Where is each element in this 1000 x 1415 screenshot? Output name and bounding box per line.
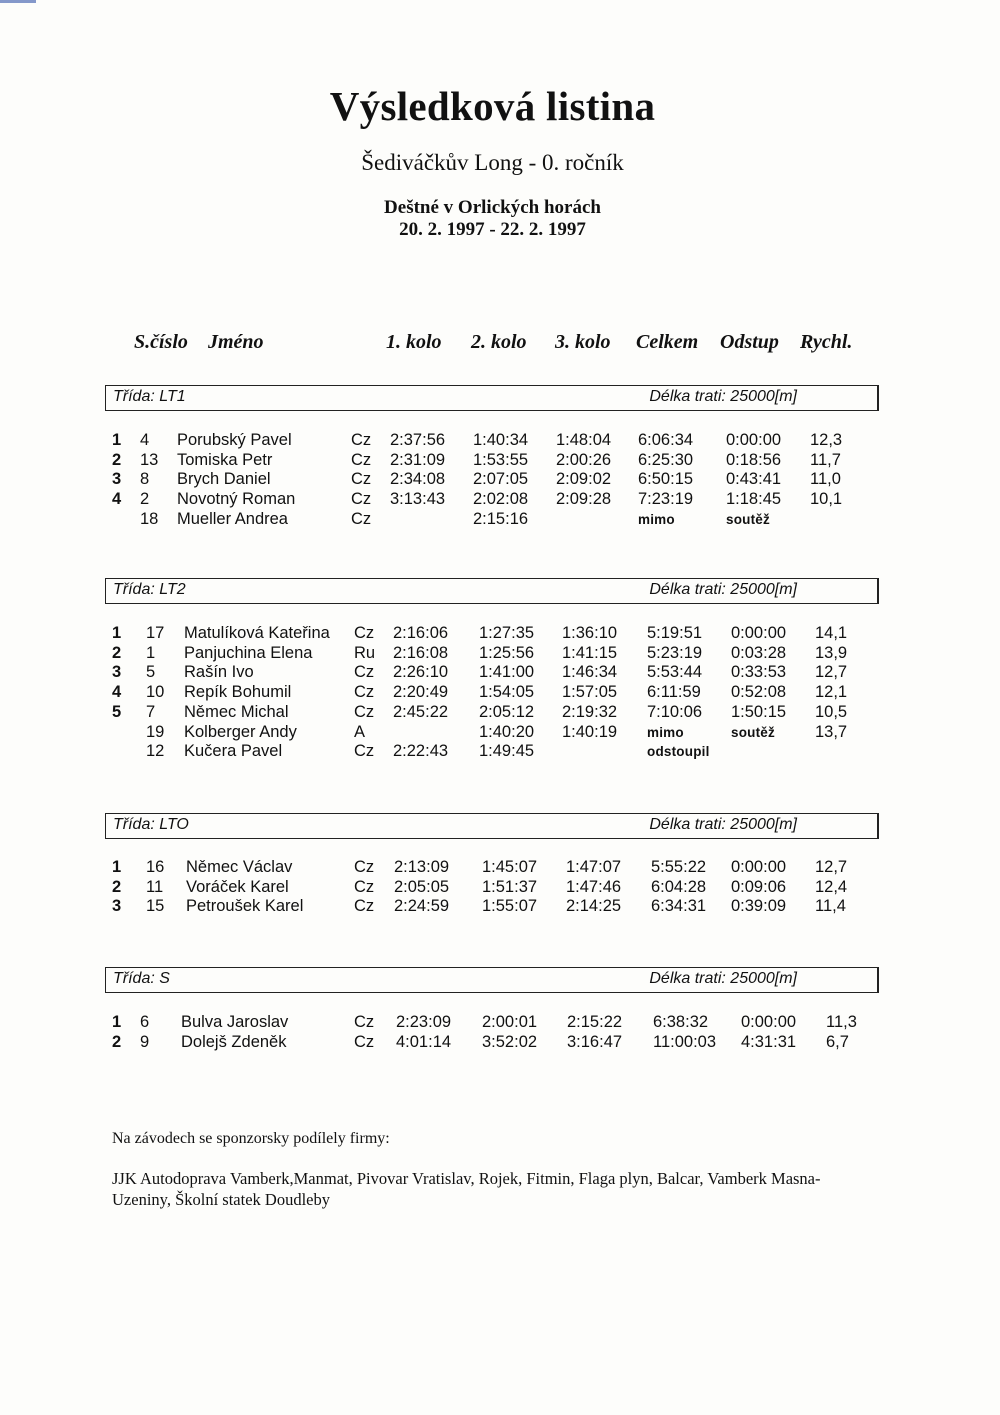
event-subtitle: Šediváčkův Long - 0. ročník [361, 150, 624, 175]
cell-r1: 2:22:43 [393, 742, 449, 761]
result-row [0, 663, 1000, 683]
cell-num: 16 [146, 858, 165, 876]
cell-r3: 2:09:02 [556, 470, 612, 489]
cell-nat: Cz [354, 1013, 375, 1031]
result-row [0, 742, 1000, 762]
sponsors-label: Na závodech se sponzorsky podílely firmy: [112, 1130, 390, 1147]
cell-nat: Cz [354, 897, 375, 916]
cell-name: Němec Václav [186, 858, 293, 876]
class-header-box [105, 967, 879, 993]
cell-speed: 14,1 [815, 624, 848, 642]
cell-speed: 11,4 [815, 897, 846, 916]
cell-speed: 13,7 [815, 722, 848, 741]
col-head-total: Celkem [636, 331, 699, 353]
cell-gap: 0:00:00 [741, 1013, 797, 1031]
cell-name: Kolberger Andy [184, 722, 297, 741]
result-row [0, 878, 1000, 898]
cell-name: Porubský Pavel [177, 431, 292, 449]
cell-gap: 1:50:15 [731, 702, 787, 721]
cell-gap: 0:03:28 [731, 643, 787, 662]
cell-nat: Cz [354, 683, 375, 702]
cell-r3: 2:15:22 [567, 1013, 623, 1031]
cell-name: Tomiska Petr [177, 450, 273, 469]
cell-place: 1 [112, 431, 122, 449]
cell-place: 5 [112, 702, 122, 721]
cell-num: 19 [146, 722, 165, 741]
cell-num: 11 [146, 877, 164, 896]
cell-total: 7:10:06 [647, 702, 703, 721]
cell-nat: Cz [354, 877, 375, 896]
cell-gap: 4:31:31 [741, 1032, 797, 1051]
cell-gap: 0:00:00 [731, 858, 787, 876]
col-head-round2: 2. kolo [471, 331, 527, 353]
cell-r2: 1:45:07 [482, 858, 538, 876]
cell-name: Němec Michal [184, 702, 289, 721]
cell-num: 1 [146, 643, 156, 662]
cell-nat: Cz [354, 663, 375, 682]
result-row [0, 490, 1000, 510]
cell-gap: 1:18:45 [726, 490, 782, 509]
cell-speed: 11,7 [810, 450, 841, 469]
cell-total: 5:55:22 [651, 858, 707, 876]
class-track-length: Délka trati: 25000[m] [649, 388, 797, 405]
result-row [0, 1013, 1000, 1033]
cell-speed: 12,1 [815, 683, 848, 702]
cell-total: 6:34:31 [651, 897, 707, 916]
cell-r2: 1:49:45 [479, 742, 535, 761]
class-track-length: Délka trati: 25000[m] [649, 581, 797, 598]
cell-name: Mueller Andrea [177, 509, 288, 528]
cell-num: 8 [140, 470, 150, 489]
cell-gap: 0:52:08 [731, 683, 787, 702]
cell-nat: Cz [351, 450, 372, 469]
cell-speed: 10,1 [810, 490, 843, 509]
cell-r2: 2:15:16 [473, 509, 529, 528]
cell-num: 10 [146, 683, 165, 702]
cell-name: Brych Daniel [177, 470, 271, 489]
cell-r2: 1:25:56 [479, 643, 535, 662]
result-row [0, 683, 1000, 703]
cell-nat: Cz [351, 509, 372, 528]
cell-nat: Ru [354, 643, 376, 662]
cell-speed: 11,0 [810, 470, 841, 489]
class-track-length: Délka trati: 25000[m] [649, 970, 797, 987]
cell-num: 6 [140, 1013, 150, 1031]
result-row [0, 470, 1000, 490]
cell-nat: Cz [354, 624, 375, 642]
cell-r1: 2:37:56 [390, 431, 446, 449]
cell-total: 6:50:15 [638, 470, 694, 489]
cell-r2: 1:41:00 [479, 663, 535, 682]
cell-total: 5:19:51 [647, 624, 703, 642]
result-row [0, 703, 1000, 723]
cell-name: Matulíková Kateřina [184, 624, 330, 642]
cell-r1: 2:24:59 [394, 897, 450, 916]
cell-r3: 3:16:47 [567, 1032, 623, 1051]
cell-num: 4 [140, 431, 150, 449]
cell-total: mimo [647, 724, 684, 740]
result-row [0, 858, 1000, 878]
cell-speed: 13,9 [815, 643, 848, 662]
cell-r3: 1:47:07 [566, 858, 622, 876]
cell-total: 11:00:03 [653, 1032, 717, 1051]
cell-r3: 1:46:34 [562, 663, 618, 682]
col-head-round1: 1. kolo [386, 331, 442, 353]
cell-r2: 2:00:01 [482, 1013, 538, 1031]
cell-r2: 2:05:12 [479, 702, 535, 721]
result-row [0, 897, 1000, 917]
cell-num: 18 [140, 509, 159, 528]
cell-r1: 2:20:49 [393, 683, 449, 702]
cell-nat: A [354, 722, 366, 741]
cell-name: Rašín Ivo [184, 663, 254, 682]
cell-r2: 1:27:35 [479, 624, 535, 642]
col-head-number: S.číslo [134, 331, 188, 353]
class-name: Třída: S [113, 970, 170, 987]
page-title: Výsledková listina [329, 83, 656, 129]
cell-gap: 0:00:00 [726, 431, 782, 449]
cell-r2: 1:55:07 [482, 897, 538, 916]
col-head-round3: 3. kolo [555, 331, 611, 353]
cell-nat: Cz [354, 702, 375, 721]
cell-gap: 0:43:41 [726, 470, 782, 489]
cell-place: 1 [112, 858, 122, 876]
col-head-speed: Rychl. [800, 331, 853, 353]
cell-num: 5 [146, 663, 156, 682]
cell-r1: 2:05:05 [394, 877, 450, 896]
cell-r1: 2:16:06 [393, 624, 449, 642]
cell-nat: Cz [351, 470, 372, 489]
cell-r1: 2:23:09 [396, 1013, 452, 1031]
cell-place: 3 [112, 897, 122, 916]
class-name: Třída: LT2 [113, 581, 186, 598]
cell-r2: 1:40:20 [479, 722, 535, 741]
cell-total: odstoupil [647, 744, 710, 760]
cell-place: 4 [112, 683, 122, 702]
cell-total: 6:04:28 [651, 877, 707, 896]
event-place-dates [0, 197, 985, 241]
sponsors-list: JJK Autodoprava Vamberk,Manmat, Pivovar Vratislav, Rojek, Fitmin, Flaga plyn, Balcar, Vamberk Masna-Uzeniny, Školní statek Doudleby [112, 1169, 821, 1209]
cell-total: 6:11:59 [647, 683, 701, 702]
cell-nat: Cz [351, 431, 372, 449]
cell-place: 2 [112, 450, 122, 469]
cell-r3: 2:00:26 [556, 450, 612, 469]
cell-name: Repík Bohumil [184, 683, 292, 702]
cell-nat: Cz [354, 742, 375, 761]
cell-place: 3 [112, 470, 122, 489]
cell-nat: Cz [351, 490, 372, 509]
cell-total: mimo [638, 511, 675, 527]
cell-r2: 3:52:02 [482, 1032, 538, 1051]
cell-name: Panjuchina Elena [184, 643, 313, 662]
cell-num: 17 [146, 624, 165, 642]
cell-total: 6:38:32 [653, 1013, 709, 1031]
cell-nat: Cz [354, 858, 375, 876]
class-header-box [105, 385, 879, 411]
cell-name: Kučera Pavel [184, 742, 283, 761]
cell-place: 4 [112, 490, 122, 509]
cell-r1: 2:13:09 [394, 858, 450, 876]
cell-speed: 11,3 [826, 1013, 857, 1031]
result-row [0, 1033, 1000, 1053]
cell-total: 5:53:44 [647, 663, 703, 682]
cell-r2: 1:51:37 [482, 877, 538, 896]
result-row [0, 723, 1000, 743]
cell-r3: 1:57:05 [562, 683, 618, 702]
class-track-length: Délka trati: 25000[m] [649, 816, 797, 833]
cell-total: 5:23:19 [647, 643, 703, 662]
cell-r3: 2:19:32 [562, 702, 618, 721]
cell-r1: 2:16:08 [393, 643, 449, 662]
result-row [0, 644, 1000, 664]
cell-num: 2 [140, 490, 150, 509]
cell-speed: 12,7 [815, 663, 848, 682]
cell-num: 15 [146, 897, 165, 916]
event-place: Deštné v Orlických horách [384, 197, 601, 218]
cell-gap: 0:33:53 [731, 663, 787, 682]
cell-name: Voráček Karel [186, 877, 289, 896]
cell-place: 1 [112, 624, 122, 642]
cell-r2: 1:54:05 [479, 683, 535, 702]
class-header-box [105, 578, 879, 604]
class-name: Třída: LTO [113, 816, 189, 833]
result-row [0, 431, 1000, 451]
cell-gap: soutěž [726, 511, 770, 527]
result-row [0, 451, 1000, 471]
cell-r2: 1:53:55 [473, 450, 529, 469]
cell-speed: 10,5 [815, 702, 848, 721]
cell-gap: 0:39:09 [731, 897, 787, 916]
cell-r3: 1:36:10 [562, 624, 618, 642]
cell-speed: 6,7 [826, 1032, 849, 1051]
cell-place: 1 [112, 1013, 122, 1031]
cell-num: 7 [146, 702, 156, 721]
cell-r3: 1:48:04 [556, 431, 612, 449]
cell-place: 3 [112, 663, 122, 682]
class-name: Třída: LT1 [113, 388, 186, 405]
cell-r3: 1:40:19 [562, 722, 618, 741]
cell-total: 6:06:34 [638, 431, 694, 449]
cell-r1: 2:31:09 [390, 450, 446, 469]
cell-r2: 1:40:34 [473, 431, 529, 449]
cell-r1: 4:01:14 [396, 1032, 452, 1051]
cell-r1: 2:26:10 [393, 663, 449, 682]
cell-place: 2 [112, 643, 122, 662]
cell-r3: 1:41:15 [562, 643, 618, 662]
cell-gap: 0:09:06 [731, 877, 787, 896]
col-head-name: Jméno [208, 331, 264, 353]
cell-r3: 2:14:25 [566, 897, 622, 916]
cell-speed: 12,4 [815, 877, 848, 896]
cell-r3: 2:09:28 [556, 490, 612, 509]
cell-gap: 0:00:00 [731, 624, 787, 642]
cell-name: Petroušek Karel [186, 897, 304, 916]
cell-num: 13 [140, 450, 159, 469]
cell-place: 2 [112, 1032, 122, 1051]
cell-name: Dolejš Zdeněk [181, 1032, 287, 1051]
cell-gap: 0:18:56 [726, 450, 782, 469]
cell-total: 7:23:19 [638, 490, 694, 509]
cell-r2: 2:07:05 [473, 470, 529, 489]
cell-speed: 12,7 [815, 858, 848, 876]
result-row [0, 624, 1000, 644]
cell-num: 12 [146, 742, 165, 761]
cell-r1: 3:13:43 [390, 490, 446, 509]
cell-name: Bulva Jaroslav [181, 1013, 289, 1031]
class-header-box [105, 813, 879, 839]
cell-r1: 2:45:22 [393, 702, 449, 721]
result-row [0, 510, 1000, 530]
event-dates: 20. 2. 1997 - 22. 2. 1997 [399, 219, 586, 240]
scan-edge-mark [0, 0, 36, 3]
cell-place: 2 [112, 877, 122, 896]
cell-r1: 2:34:08 [390, 470, 446, 489]
cell-name: Novotný Roman [177, 490, 296, 509]
col-head-gap: Odstup [720, 331, 779, 353]
cell-speed: 12,3 [810, 431, 843, 449]
cell-r2: 2:02:08 [473, 490, 529, 509]
cell-total: 6:25:30 [638, 450, 694, 469]
cell-num: 9 [140, 1032, 150, 1051]
cell-nat: Cz [354, 1032, 375, 1051]
cell-gap: soutěž [731, 724, 775, 740]
cell-r3: 1:47:46 [566, 877, 622, 896]
